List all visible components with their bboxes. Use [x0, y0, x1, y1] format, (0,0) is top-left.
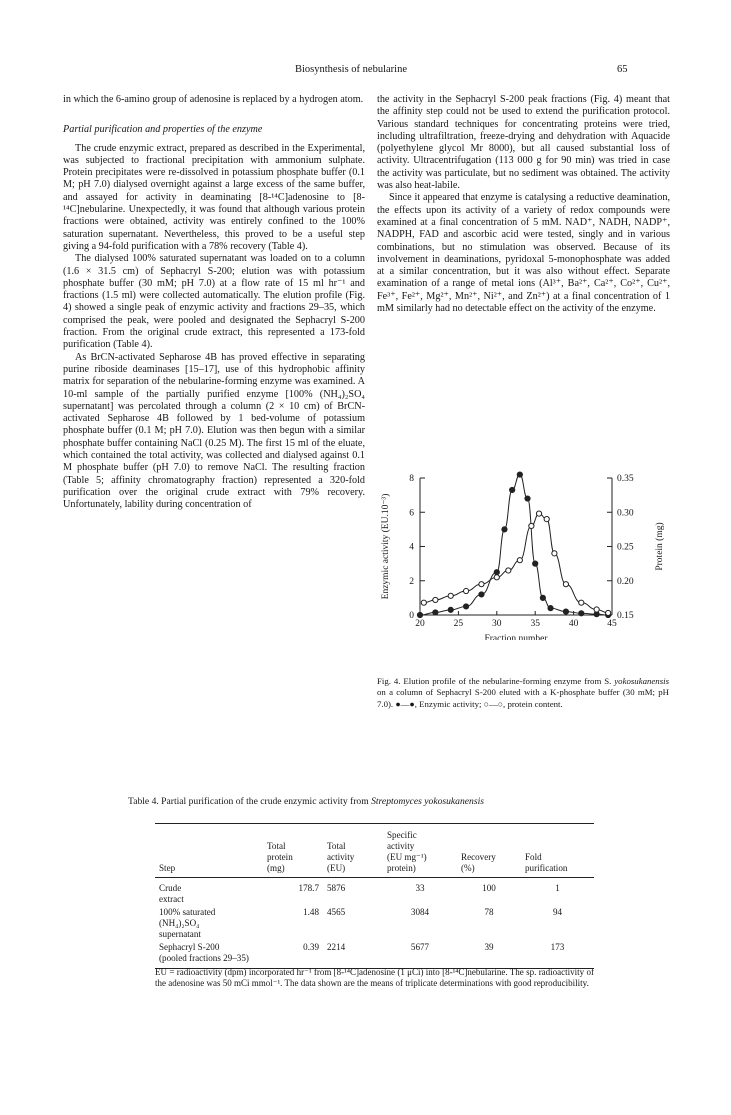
activity-point: [533, 561, 538, 566]
left-column: [63, 94, 365, 512]
cell-recovery: 39: [457, 941, 521, 969]
activity-point: [579, 611, 584, 616]
col-header-total-activity: Total activity (EU): [323, 824, 383, 878]
protein-point: [544, 517, 549, 522]
y2-tick-label: 0.15: [617, 611, 634, 621]
activity-point: [563, 609, 568, 614]
cell-step: 100% saturated (NH₄)₂SO₄ supernatant: [159, 907, 216, 939]
paragraph: Since it appeared that enzyme is catalysing a reductive deamination, the effects upon its activity of a variety of redox compounds were examined at a final concentration of 5 mM. NAD⁺, NADH, NADP⁺, NADPH, FAD and ascorbic acid were tested, singly and in various combinations, but no stimulation was observed. Because of its involvement in deaminations, pyridoxal 5-monophosphate was added at a similar concentration, but it was also without effect. Separate examination of a range of metal ions (Al³⁺, Ba²⁺, Ca²⁺, Co²⁺, Cu²⁺, Fe³⁺, Fe²⁺, Mg²⁺, Mn²⁺, Ni²⁺, and Zn²⁺) at a final concentration of 1 mM similarly had no detectable effect on the activity of the enzyme.: [377, 192, 670, 315]
section-heading: Partial purification and properties of the enzyme: [63, 124, 263, 136]
col-header-step: Step: [155, 824, 263, 878]
protein-point: [529, 523, 534, 528]
y-axis-label: Enzymic activity (EU.10⁻³): [381, 493, 391, 600]
y-tick-label: 8: [409, 474, 414, 484]
y2-tick-label: 0.20: [617, 576, 634, 587]
cell-specific: 3084: [410, 907, 430, 917]
activity-point: [479, 592, 484, 597]
figure-caption: [377, 676, 669, 710]
col-header-fold: Fold purification: [521, 824, 594, 878]
chart-ticks: [409, 474, 634, 629]
paragraph: As BrCN-activated Sepharose 4B has proved effective in separating purine riboside deaminases [15–17], use of this hydrophobic affinity matrix for separation of the nebularine-forming enzyme was examined. A 10-ml sample of the partially purified enzyme [100% (NH₄)₂SO₄ supernatant] was percolated through a column (2 × 10 cm) of BrCN-activated Sepharose 4B followed by 1 bed-volume of potassium phosphate buffer (0.1 M; pH 7.0). Elution was then begun with a similar phosphate buffer containing NaCl (0.25 M). The first 15 ml of the eluate, which contained the total activity, was collected and dialysed against 0.1 M phosphate buffer (pH 7.0) to remove NaCl. The resulting fraction (Table 5; affinity chromatography fraction) represented a 320-fold purification over the original crude extract with 79% recovery. Unfortunately, lability during concentration of: [63, 351, 365, 511]
y2-axis-label: Protein (mg): [655, 522, 665, 571]
activity-point: [417, 612, 422, 617]
cell-activity: 5876: [327, 883, 346, 893]
table-row: [155, 941, 594, 969]
protein-point: [494, 575, 499, 580]
y-tick-label: 0: [409, 611, 414, 621]
header-title: Biosynthesis of nebularine: [295, 64, 407, 75]
protein-point: [606, 610, 611, 615]
cell-fold: 94: [552, 907, 563, 917]
y-tick-label: 2: [409, 576, 414, 587]
y2-tick-label: 0.30: [617, 508, 634, 519]
col-header-recovery: Recovery (%): [457, 824, 521, 878]
paragraph: The crude enzymic extract, prepared as described in the Experimental, was subjected to fractional precipitation with ammonium sulphate. Protein precipitates were re-dissolved in potassium phosphate buffer (0.1 M; pH 7.0) dialysed overnight against a large excess of the same buffer, and assayed for activity in deaminating [8-¹⁴C]adenosine to [8-¹⁴C]nebularine. Unexpectedly, it was found that although various protein fractions were obtained, activity was entirely confined to the 100% saturation supernatant. Nevertheless, this proved to be a useful step giving a 94-fold purification with a 78% recovery (Table 4).: [63, 142, 365, 252]
col-header-total-protein: Total protein (mg): [263, 824, 323, 878]
chart-series: [417, 472, 610, 618]
cell-protein: 178.7: [298, 883, 319, 893]
x-tick-label: 35: [530, 619, 540, 629]
activity-point: [494, 570, 499, 575]
x-tick-label: 45: [607, 619, 617, 629]
activity-point: [548, 606, 553, 611]
cell-recovery: 78: [484, 907, 494, 917]
caption-lead: Fig. 4. Elution profile of the nebularine-forming enzyme from S.: [377, 676, 615, 686]
protein-point: [479, 582, 484, 587]
cell-activity: 2214: [323, 941, 383, 969]
table-row: [155, 878, 594, 907]
purification-table: [155, 823, 594, 969]
protein-point: [517, 558, 522, 563]
protein-point: [433, 597, 438, 602]
y-tick-label: 4: [409, 542, 414, 553]
table-caption: [128, 796, 484, 807]
cell-specific: 33: [415, 883, 425, 893]
protein-point: [506, 568, 511, 573]
x-tick-label: 20: [415, 619, 425, 629]
activity-point: [448, 607, 453, 612]
activity-point: [525, 496, 530, 501]
x-tick-label: 30: [492, 619, 502, 629]
table-caption-species: Streptomyces yokosukanensis: [371, 796, 484, 807]
cell-protein: 0.39: [263, 941, 323, 969]
protein-point: [463, 588, 468, 593]
cell-recovery: 100: [482, 883, 496, 893]
elution-profile-chart: [375, 470, 675, 640]
y2-tick-label: 0.35: [617, 474, 634, 484]
table-row: [155, 906, 594, 941]
activity-point: [540, 595, 545, 600]
enzymic-activity-line: [420, 475, 608, 615]
protein-point: [448, 593, 453, 598]
page-number: 65: [617, 64, 628, 75]
cell-protein: 1.48: [303, 907, 319, 917]
caption-species: yokosukanensis: [614, 676, 669, 686]
cell-fold: 173: [521, 941, 594, 969]
activity-point: [517, 472, 522, 477]
cell-fold: 1: [555, 883, 560, 893]
caption-rest: on a column of Sephacryl S-200 eluted with a K-phosphate buffer (30 mM; pH 7.0). ●—●, Enzymic activity; ○—○, protein content.: [377, 687, 669, 709]
table-footnote: EU = radioactivity (dpm) incorporated hr⁻¹ from [8-¹⁴C]adenosine (1 μCi) into [8-¹⁴C]nebularine. The sp. radioactivity of the adenosine was 50 mCi mmol⁻¹. The data shown are the means of triplicate determinations with good reproducibility.: [155, 967, 594, 989]
activity-point: [510, 487, 515, 492]
paragraph: in which the 6-amino group of adenosine is replaced by a hydrogen atom.: [63, 94, 364, 105]
paragraph: The dialysed 100% saturated supernatant was loaded on to a column (1.6 × 31.5 cm) of Sephacryl S-200; elution was with potassium phosphate buffer (30 mM; pH 7.0) at a flow rate of 15 ml hr⁻¹ and fractions (1.5 ml) were collected automatically. The elution profile (Fig. 4) showed a single peak of enzymic activity and fractions 29–35, which comprised the peak, were pooled and designated the Sephacryl S-200 fraction. From the original crude extract, this represented a 173-fold purification (Table 4).: [63, 253, 365, 351]
y-tick-label: 6: [409, 508, 414, 519]
cell-specific: 5677: [383, 941, 457, 969]
protein-point: [421, 600, 426, 605]
table-caption-lead: Table 4. Partial purification of the crude enzymic activity from: [128, 796, 372, 807]
x-tick-label: 25: [453, 619, 464, 629]
protein-point: [579, 600, 584, 605]
activity-point: [433, 610, 438, 615]
cell-step: Sephacryl S-200 (pooled fractions 29–35): [155, 941, 263, 969]
protein-point: [552, 551, 557, 556]
activity-point: [502, 527, 507, 532]
cell-step: Crude extract: [159, 883, 184, 904]
activity-point: [463, 604, 468, 609]
cell-activity: 4565: [327, 907, 346, 917]
col-header-specific-activity: Specific activity (EU mg⁻¹) protein): [383, 824, 457, 878]
protein-point: [594, 607, 599, 612]
paragraph: the activity in the Sephacryl S-200 peak fractions (Fig. 4) meant that the affinity step could not be used to extend the purification protocol. Various standard techniques for concentrating proteins were tried, including ultrafiltration, freeze-drying and dehydration with Aquacide (polyethylene glycol Mr 8000), but all caused substantial loss of activity. Ultracentrifugation (113 000 g for 90 min) was tried in case the activity was particulate, but no sediment was obtained. The activity was also heat-labile.: [377, 94, 670, 192]
x-tick-label: 40: [568, 619, 579, 629]
right-column: [377, 94, 670, 315]
x-axis-label: Fraction number: [484, 634, 548, 640]
protein-point: [536, 511, 541, 516]
y2-tick-label: 0.25: [617, 542, 634, 553]
protein-point: [563, 582, 568, 587]
